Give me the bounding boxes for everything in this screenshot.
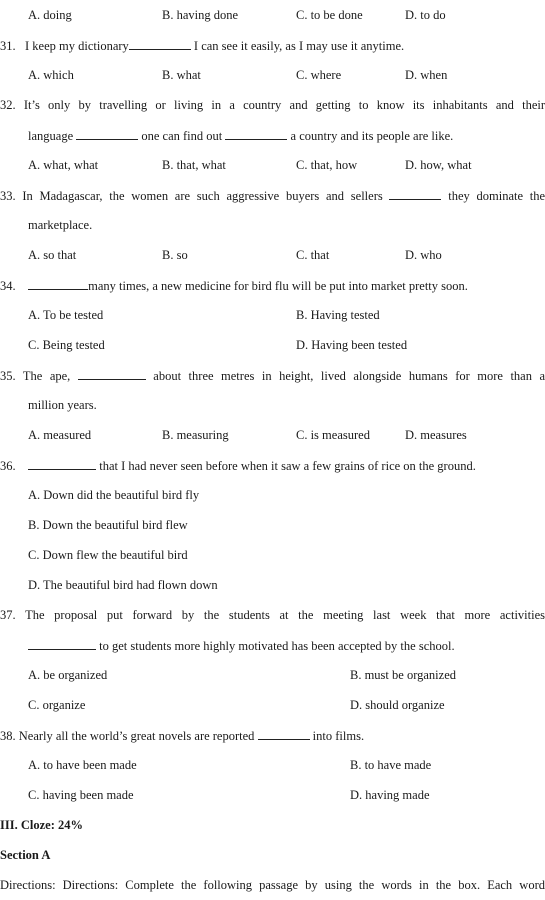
section-heading-a: Section A [0, 848, 51, 862]
q36-option-b: B. Down the beautiful bird flew [28, 518, 188, 532]
question-36 [0, 458, 476, 474]
q36-option-a: A. Down did the beautiful bird fly [28, 488, 200, 502]
q30-option-d: D. to do [405, 8, 446, 22]
question-31-text-end: I can see it easily, as I may use it anytime. [193, 39, 405, 53]
directions-text: Directions: Directions: Complete the following passage by using the words in the box. Each word [0, 878, 545, 892]
q38-option-b: B. to have made [350, 758, 432, 772]
q33-option-c: C. that [296, 248, 330, 262]
q32-option-d: D. how, what [405, 158, 472, 172]
question-35-line-1 [0, 368, 545, 384]
q36-option-c: C. Down flew the beautiful bird [28, 548, 188, 562]
answer-blank [129, 38, 191, 50]
q37-option-d: D. should organize [350, 698, 445, 712]
question-33-line-1 [0, 188, 545, 204]
q33-option-d: D. who [405, 248, 442, 262]
section-heading-cloze: III. Cloze: 24% [0, 818, 83, 832]
q30-option-c: C. to be done [296, 8, 363, 22]
q35-option-a: A. measured [28, 428, 92, 442]
q36-option-d: D. The beautiful bird had flown down [28, 578, 218, 592]
question-31-text-start: I keep my dictionary [25, 39, 129, 53]
q37-option-c: C. organize [28, 698, 86, 712]
question-33-text-start: 33. In Madagascar, the women are such aggressive buyers and sellers [0, 189, 383, 203]
question-36-text: that I had never seen before when it saw a few grains of rice on the ground. [99, 459, 476, 473]
q34-option-b: B. Having tested [296, 308, 380, 322]
answer-blank-2 [225, 128, 287, 140]
q30-option-a: A. doing [28, 8, 72, 22]
q34-option-d: D. Having been tested [296, 338, 408, 352]
q35-option-c: C. is measured [296, 428, 370, 442]
answer-blank [28, 638, 96, 650]
answer-blank [78, 368, 146, 380]
q33-option-b: B. so [162, 248, 188, 262]
question-31-number: 31. [0, 39, 16, 53]
question-37-line-1: 37. The proposal put forward by the students at the meeting last week that more activities [0, 608, 545, 622]
q37-option-a: A. be organized [28, 668, 108, 682]
question-34 [0, 278, 468, 294]
question-37-line-2 [28, 638, 455, 654]
q31-option-b: B. what [162, 68, 201, 82]
question-32-line-1: 32. It’s only by travelling or living in a country and getting to know its inhabitants and their [0, 98, 545, 112]
q31-option-c: C. where [296, 68, 342, 82]
question-34-number: 34. [0, 279, 16, 293]
question-32-line-2 [28, 128, 453, 144]
answer-blank [28, 458, 96, 470]
question-37-text-end: to get students more highly motivated has been accepted by the school. [99, 639, 455, 653]
q31-option-a: A. which [28, 68, 74, 82]
answer-blank [28, 278, 88, 290]
q34-option-a: A. To be tested [28, 308, 104, 322]
q38-option-c: C. having been made [28, 788, 134, 802]
question-33-line-2: marketplace. [28, 218, 93, 232]
q32-option-b: B. that, what [162, 158, 226, 172]
q38-option-d: D. having made [350, 788, 430, 802]
question-38 [0, 728, 364, 744]
question-36-number: 36. [0, 459, 16, 473]
q34-option-c: C. Being tested [28, 338, 105, 352]
q31-option-d: D. when [405, 68, 448, 82]
question-32-text-middle: one can find out [141, 129, 223, 143]
q32-option-a: A. what, what [28, 158, 99, 172]
question-35-text-end: about three metres in height, lived alongside humans for more than a [153, 369, 545, 383]
question-35-text-start: 35. The ape, [0, 369, 71, 383]
question-38-text-end: into films. [312, 729, 365, 743]
q35-option-b: B. measuring [162, 428, 229, 442]
question-31 [0, 38, 404, 54]
question-32-text-end: a country and its people are like. [290, 129, 454, 143]
q32-option-c: C. that, how [296, 158, 358, 172]
answer-blank [389, 188, 441, 200]
q37-option-b: B. must be organized [350, 668, 456, 682]
q38-option-a: A. to have been made [28, 758, 137, 772]
question-33-text-end: they dominate the [448, 189, 545, 203]
q30-option-b: B. having done [162, 8, 239, 22]
question-32-text-start: language [28, 129, 74, 143]
q33-option-a: A. so that [28, 248, 77, 262]
question-34-text: many times, a new medicine for bird flu will be put into market pretty soon. [88, 279, 468, 293]
q35-option-d: D. measures [405, 428, 467, 442]
answer-blank [258, 728, 310, 740]
answer-blank-1 [76, 128, 138, 140]
question-35-line-2: million years. [28, 398, 97, 412]
question-38-text-start: 38. Nearly all the world’s great novels are reported [0, 729, 255, 743]
